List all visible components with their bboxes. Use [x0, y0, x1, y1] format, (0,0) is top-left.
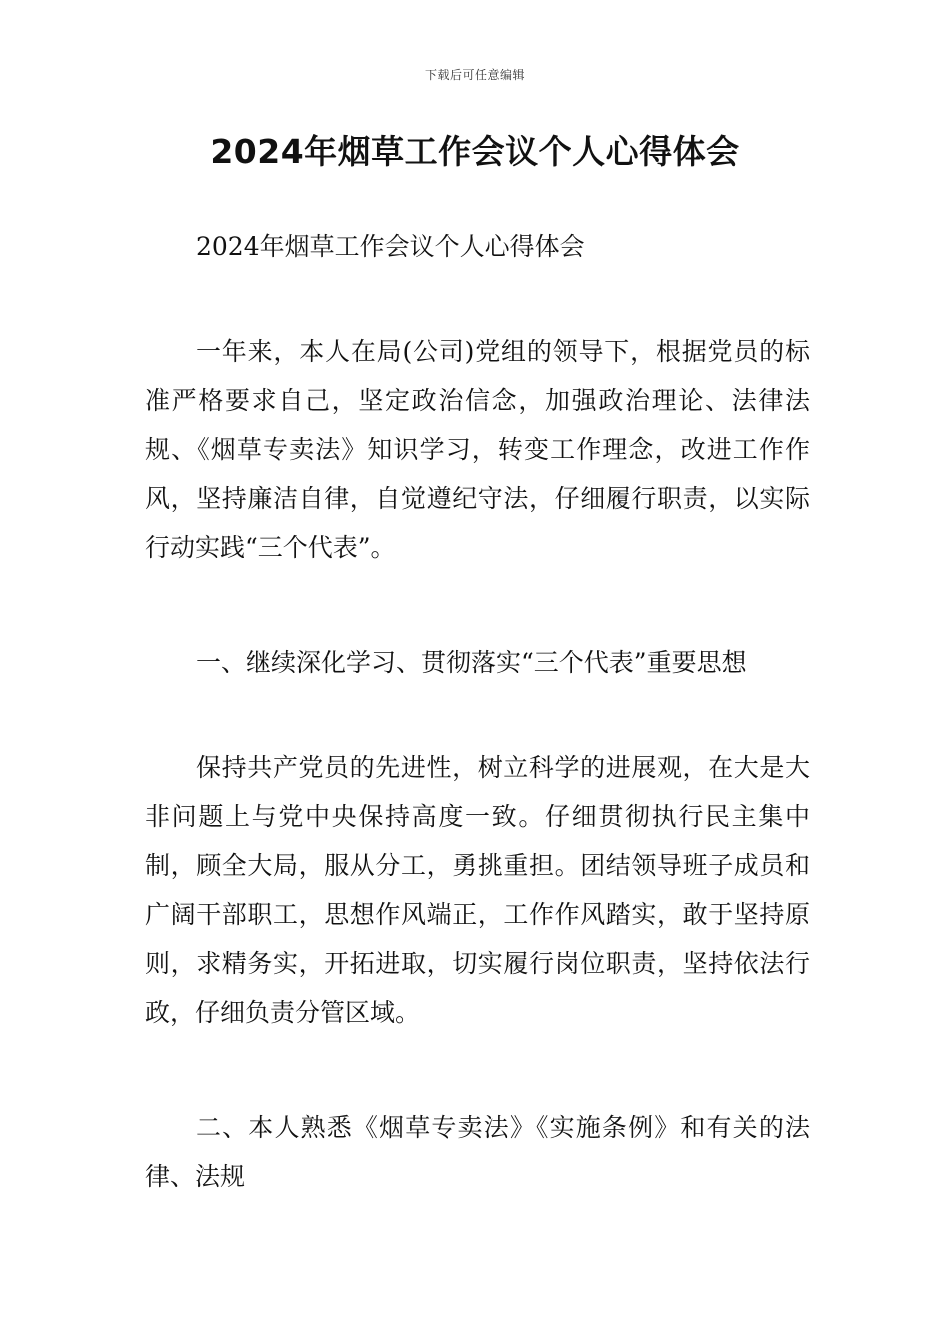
- subtitle-paragraph: 2024年烟草工作会议个人心得体会: [196, 232, 585, 261]
- section-heading-2: 二、本人熟悉《烟草专卖法》《实施条例》和有关的法律、法规: [145, 1113, 810, 1191]
- document-title: 2024年烟草工作会议个人心得体会: [210, 132, 740, 171]
- document-body: [145, 222, 810, 1201]
- intro-paragraph: 一年来，本人在局(公司)党组的领导下，根据党员的标准严格要求自己，坚定政治信念，加强政治理论、法律法规、《烟草专卖法》知识学习，转变工作理念，改进工作作风，坚持廉洁自律，自觉遵纪守法，仔细履行职责，以实际行动实践“三个代表”。: [145, 337, 810, 562]
- section-1-paragraph: 保持共产党员的先进性，树立科学的进展观，在大是大非问题上与党中央保持高度一致。仔细贯彻执行民主集中制，顾全大局，服从分工，勇挑重担。团结领导班子成员和广阔干部职工，思想作风端正，工作作风踏实，敢于坚持原则，求精务实，开拓进取，切实履行岗位职责，坚持依法行政，仔细负责分管区域。: [145, 753, 810, 1027]
- section-heading-1: 一、继续深化学习、贯彻落实“三个代表”重要思想: [196, 648, 747, 677]
- header-note: 下载后可任意编辑: [424, 68, 525, 82]
